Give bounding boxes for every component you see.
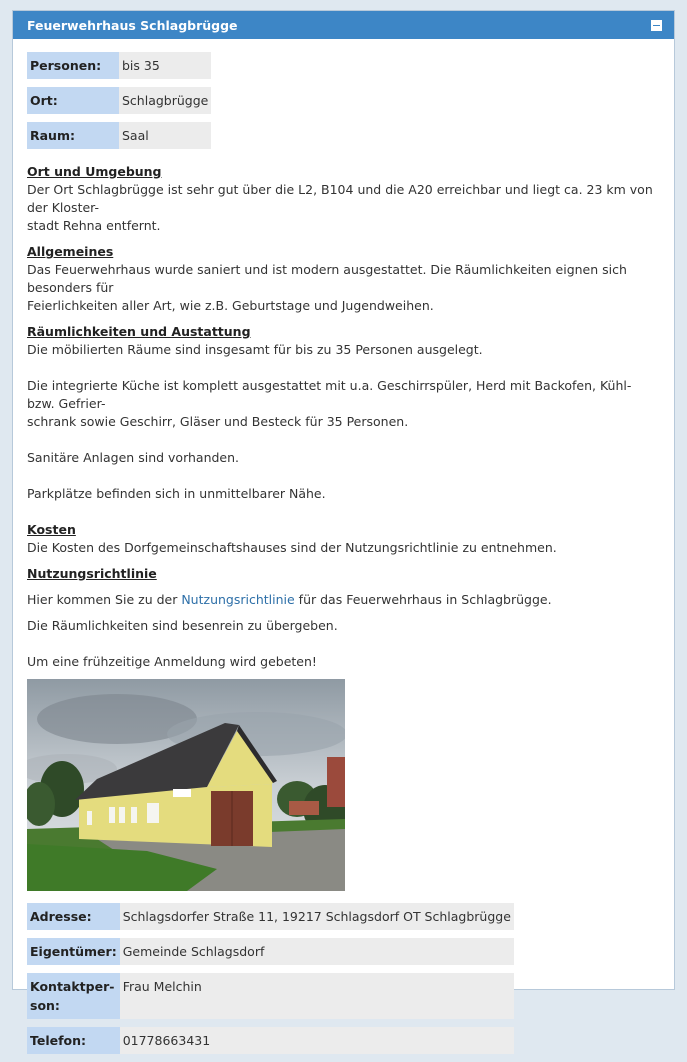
section-raeumlichkeiten (27, 323, 660, 503)
section-ort (27, 163, 660, 235)
info-panel (12, 10, 675, 1048)
label-line: Kontaktper- (30, 979, 115, 994)
nutzungsrichtlinie-link[interactable]: Nutzungsrichtlinie (181, 592, 295, 607)
detail-row (27, 903, 514, 930)
building-photo (27, 679, 345, 891)
detail-value: Schlagbrügge (119, 87, 211, 114)
section-text: Sanitäre Anlagen sind vorhanden. (27, 450, 240, 465)
detail-label (27, 973, 120, 1019)
section-text: Der Ort Schlagbrügge ist sehr gut über die L2, B104 und die A20 erreichbar und liegt ca. 23 km von der Kloster- (27, 182, 653, 215)
detail-label: Telefon: (27, 1027, 120, 1054)
details-table-top (27, 44, 211, 157)
details-table-bottom (27, 895, 514, 1062)
detail-label: Adresse: (27, 903, 120, 930)
section-text: Die Räumlichkeiten sind besenrein zu übergeben. (27, 618, 338, 633)
section-text: Das Feuerwehrhaus wurde saniert und ist modern ausgestattet. Die Räumlichkeiten eignen sich besonders für (27, 262, 627, 295)
section-heading: Allgemeines (27, 244, 114, 259)
detail-value: Saal (119, 122, 211, 149)
detail-value: Schlagsdorfer Straße 11, 19217 Schlagsdorf OT Schlagbrügge (120, 903, 514, 930)
detail-value: bis 35 (119, 52, 211, 79)
section-heading: Räumlichkeiten und Austattung (27, 324, 251, 339)
section-heading: Nutzungsrichtlinie (27, 566, 157, 581)
section-allgemeines (27, 243, 660, 315)
minus-square-icon[interactable] (651, 20, 662, 31)
section-text (27, 591, 660, 609)
detail-value: Frau Melchin (120, 973, 514, 1019)
detail-value: 01778663431 (120, 1027, 514, 1054)
section-heading: Kosten (27, 522, 76, 537)
panel-header[interactable] (13, 11, 674, 39)
label-line: son: (30, 998, 60, 1013)
text-after-link: für das Feuerwehrhaus in Schlagbrügge. (294, 592, 552, 607)
section-text: Die Kosten des Dorfgemeinschaftshauses sind der Nutzungsrichtlinie zu entnehmen. (27, 540, 557, 555)
detail-row (27, 938, 514, 965)
section-text: Um eine frühzeitige Anmeldung wird gebeten! (27, 654, 317, 669)
section-text: Parkplätze befinden sich in unmittelbarer Nähe. (27, 486, 326, 501)
detail-label: Ort: (27, 87, 119, 114)
panel-content (13, 39, 674, 1062)
section-text: Die möbilierten Räume sind insgesamt für bis zu 35 Personen ausgelegt. (27, 342, 483, 357)
section-text: schrank sowie Geschirr, Gläser und Besteck für 35 Personen. (27, 414, 409, 429)
section-heading: Ort und Umgebung (27, 164, 162, 179)
section-kosten (27, 521, 660, 557)
section-text: Die integrierte Küche ist komplett ausgestattet mit u.a. Geschirrspüler, Herd mit Backofen, Kühl- bzw. Gefrier- (27, 378, 632, 411)
section-text: Feierlichkeiten aller Art, wie z.B. Geburtstage und Jugendweihen. (27, 298, 434, 313)
detail-row (27, 1027, 514, 1054)
detail-row (27, 973, 514, 1019)
text-before-link: Hier kommen Sie zu der (27, 592, 182, 607)
detail-value: Gemeinde Schlagsdorf (120, 938, 514, 965)
detail-label: Personen: (27, 52, 119, 79)
detail-label: Raum: (27, 122, 119, 149)
detail-label: Eigentümer: (27, 938, 120, 965)
detail-row (27, 52, 211, 79)
section-text: stadt Rehna entfernt. (27, 218, 161, 233)
detail-row (27, 122, 211, 149)
panel-title: Feuerwehrhaus Schlagbrügge (27, 17, 238, 33)
section-nutzungsrichtlinie (27, 565, 660, 671)
detail-row (27, 87, 211, 114)
